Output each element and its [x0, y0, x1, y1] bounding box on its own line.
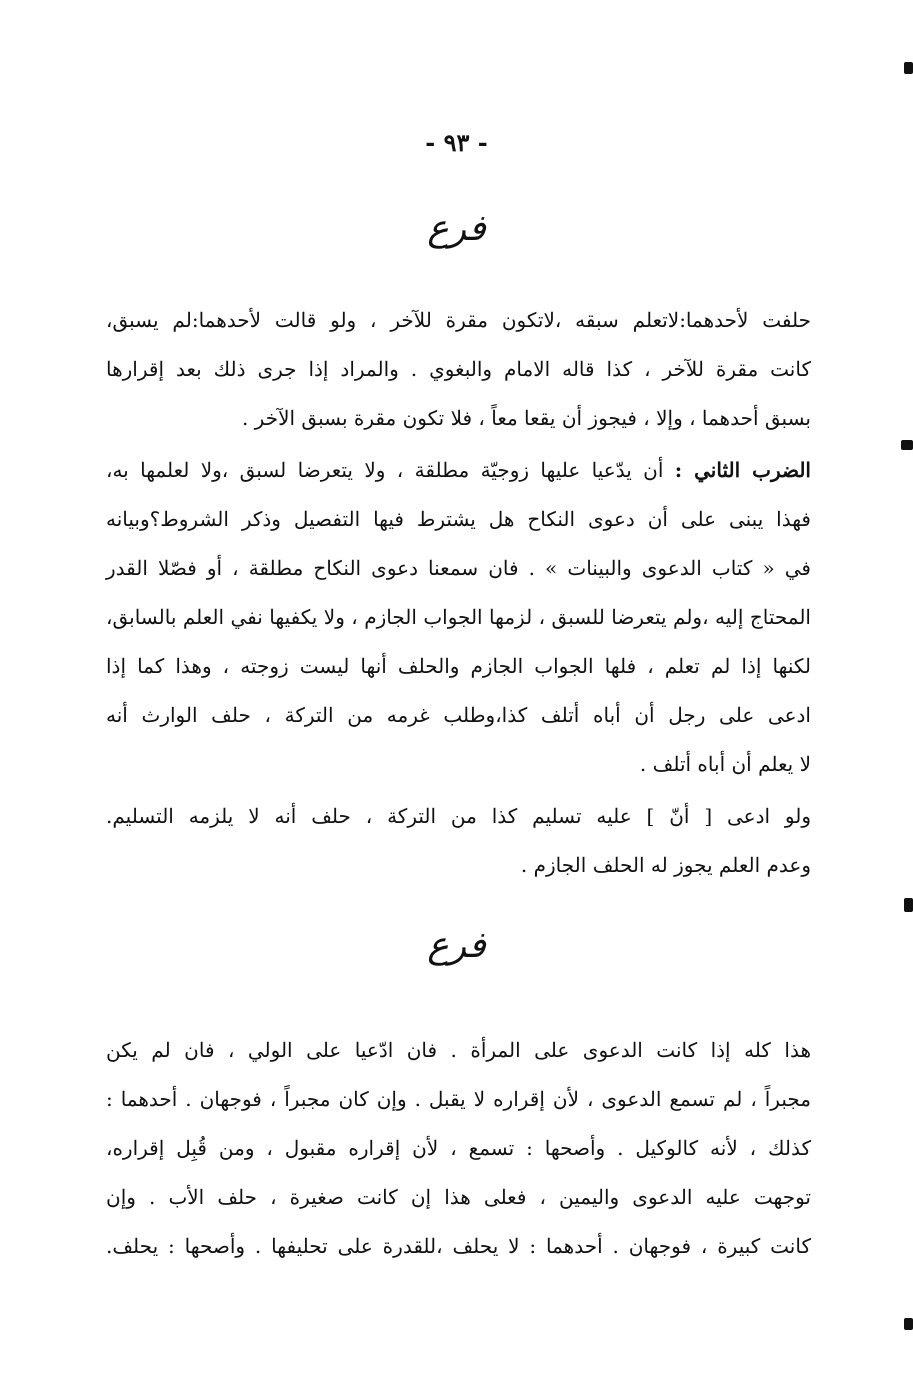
paragraph-line: لا يعلم أن أباه أتلف .: [639, 752, 811, 776]
paragraph-line: ولو ادعى [ أنّ ] عليه تسليم كذا من التركة ، حلف أنه لا يلزمه التسليم.: [106, 804, 811, 828]
paragraph-line-rest: أن يدّعيا عليها زوجيّة مطلقة ، ولا يتعرضا لسبق ،ولا لعلمها به،: [106, 458, 675, 482]
binding-mark: [904, 1318, 913, 1330]
binding-mark: [904, 62, 913, 74]
paragraph-line: لكنها إذا لم تعلم ، فلها الجواب الجازم والحلف أنها ليست زوجته ، وهذا كما إذا: [106, 654, 811, 678]
paragraph-line: هذا كله إذا كانت الدعوى على المرأة . فان ادّعيا على الولي ، فان لم يكن: [106, 1038, 811, 1062]
paragraph-2: [106, 446, 811, 789]
paragraph-line: توجهت عليه الدعوى واليمين ، فعلى هذا إن كانت صغيرة ، حلف الأب . وإن: [106, 1185, 811, 1209]
binding-mark: [901, 440, 913, 450]
paragraph-3: [106, 792, 811, 890]
paragraph-line: ادعى على رجل أن أباه أتلف كذا،وطلب غرمه من التركة ، حلف الوارث أنه: [106, 703, 811, 727]
section-title-2: فرع: [427, 925, 486, 966]
paragraph-lead: الضرب الثاني :: [674, 458, 811, 482]
paragraph-1: [106, 296, 811, 443]
section-title-1: فرع: [427, 208, 486, 249]
paragraph-line: كانت كبيرة ، فوجهان . أحدهما : لا يحلف ،للقدرة على تحليفها . وأصحها : يحلف.: [106, 1234, 811, 1258]
paragraph-4: [106, 1026, 811, 1271]
page-number: - ٩٣ -: [425, 128, 488, 157]
paragraph-line: حلفت لأحدهما:لاتعلم سبقه ،لاتكون مقرة للآخر ، ولو قالت لأحدهما:لم يسبق،: [106, 308, 811, 332]
paragraph-line: بسبق أحدهما ، وإلا ، فيجوز أن يقعا معاً ، فلا تكون مقرة بسبق الآخر .: [241, 406, 811, 430]
paragraph-line: كانت مقرة للآخر ، كذا قاله الامام والبغوي . والمراد إذا جرى ذلك بعد إقرارها: [106, 357, 811, 381]
paragraph-line: فهذا يبنى على أن دعوى النكاح هل يشترط فيها التفصيل وذكر الشروط؟وبيانه: [106, 507, 811, 531]
paragraph-line-lead: [106, 446, 811, 495]
paragraph-line: في « كتاب الدعوى والبينات » . فان سمعنا دعوى النكاح مطلقة ، أو فصّلا القدر: [106, 556, 811, 580]
paragraph-line: كذلك ، لأنه كالوكيل . وأصحها : تسمع ، لأن إقراره مقبول ، ومن قُبِل إقراره،: [106, 1136, 811, 1160]
paragraph-line: مجبراً ، لم تسمع الدعوى ، لأن إقراره لا يقبل . وإن كان مجبراً ، فوجهان . أحدهما :: [106, 1087, 811, 1111]
paragraph-line: المحتاج إليه ،ولم يتعرضا للسبق ، لزمها الجواب الجازم ، ولا يكفيها نفي العلم بالسابق،: [106, 605, 811, 629]
binding-mark: [904, 898, 913, 912]
paragraph-line: وعدم العلم يجوز له الحلف الجازم .: [520, 853, 811, 877]
